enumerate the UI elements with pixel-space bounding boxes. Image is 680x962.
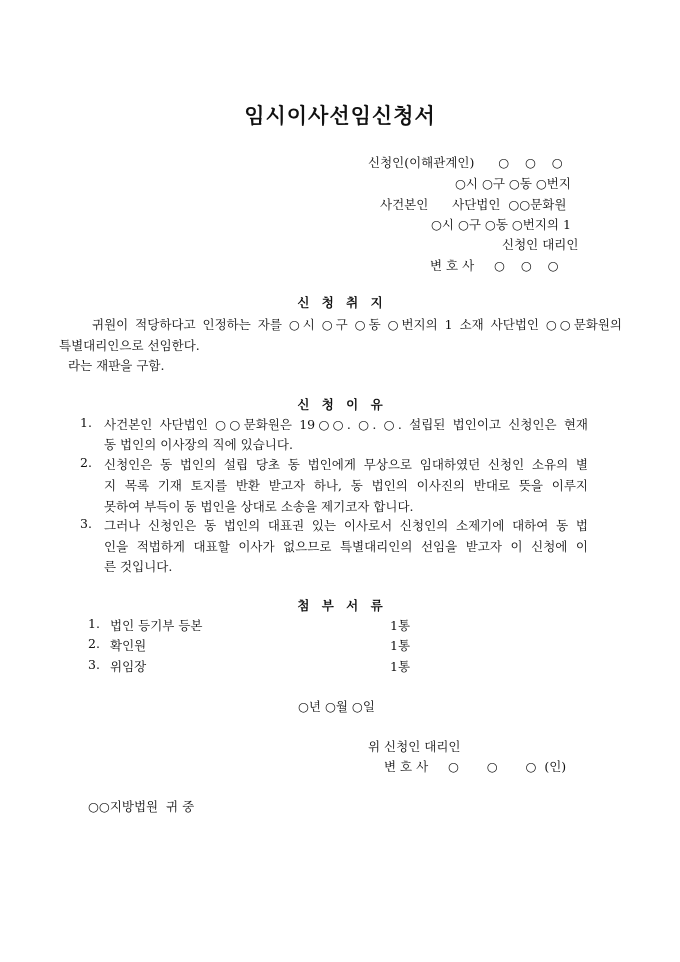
attachment-number: 2. [88,636,100,651]
reason-number: 3. [80,516,92,531]
agent-label: 신청인 대리인 [502,237,579,252]
attachment-number: 3. [88,657,100,672]
reason-text: 지 목록 기재 토지를 반환 받고자 하나, 동 법인의 이사진의 반대로 뜻을 이루지 [104,478,588,493]
subject-address: ○시 ○구 ○동 ○번지의 1 [431,217,571,232]
attachment-quantity: 1통 [390,638,411,653]
reason-number: 1. [80,415,92,430]
reason-text: 른 것입니다. [104,559,173,574]
applicant-line: 신청인(이해관계인) ○ ○ ○ [368,155,563,170]
reason-heading: 신 청 이 유 [297,397,383,412]
purpose-text: 라는 재판을 구함. [68,358,165,373]
attachment-name: 위임장 [110,659,147,674]
applicant-address: ○시 ○구 ○동 ○번지 [455,176,571,191]
subject-line: 사건본인 사단법인 ○○문화원 [380,197,567,212]
reason-text: 신청인은 동 법인의 설립 당초 동 법인에게 무상으로 임대하였던 신청인 소유의 별 [104,457,588,472]
reason-number: 2. [80,455,92,470]
court-addressee: ○○지방법원 귀 중 [88,799,195,814]
document-title: 임시이사선임신청서 [244,103,436,128]
attachment-quantity: 1통 [390,618,411,633]
application-date: ○년 ○월 ○일 [298,699,375,714]
attachments-heading: 첨 부 서 류 [297,598,383,613]
reason-text: 동 법인의 이사장의 직에 있습니다. [104,437,293,452]
attachment-name: 법인 등기부 등본 [110,618,203,633]
reason-text: 그러나 신청인은 동 법인의 대표권 있는 이사로서 신청인의 소제기에 대하여 동 법 [104,518,588,533]
purpose-text: 귀원이 적당하다고 인정하는 자를 ○시 ○구 ○동 ○번지의 1 소재 사단법인 ○○문화원의 [92,317,622,332]
purpose-heading: 신 청 취 지 [297,295,383,310]
attachment-number: 1. [88,616,100,631]
reason-text: 인을 적법하게 대표할 이사가 없으므로 특별대리인의 선임을 받고자 이 신청에 이 [104,539,588,554]
attachment-name: 확인원 [110,638,147,653]
purpose-text: 특별대리인으로 선임한다. [59,338,200,353]
signature-label: 위 신청인 대리인 [368,739,461,754]
attachment-quantity: 1통 [390,659,411,674]
signature-attorney: 변 호 사 ○ ○ ○ (인) [384,759,567,774]
reason-text: 사건본인 사단법인 ○○문화원은 19○○. ○. ○. 설립된 법인이고 신청인은 현재 [104,417,588,432]
reason-text: 못하여 부득이 동 법인을 상대로 소송을 제기코자 합니다. [104,499,414,514]
attorney-line: 변 호 사 ○ ○ ○ [430,258,559,273]
